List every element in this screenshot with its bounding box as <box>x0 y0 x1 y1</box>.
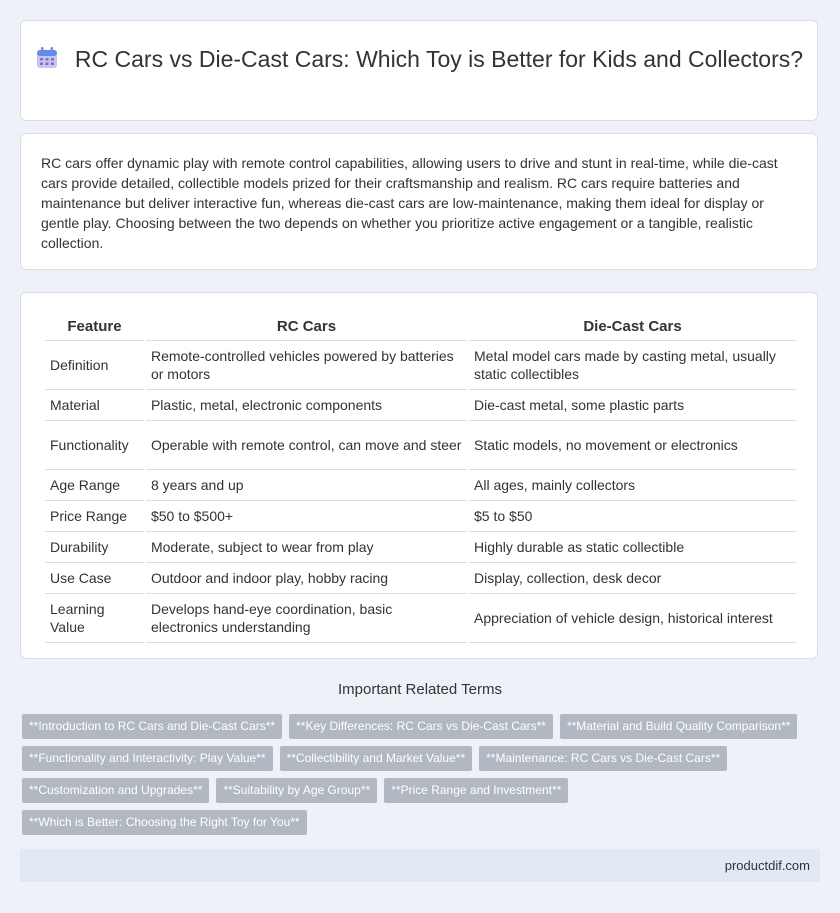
diecast-cell: Die-cast metal, some plastic parts <box>469 390 796 421</box>
rc-cell: Remote-controlled vehicles powered by batteries or motors <box>146 341 467 390</box>
related-terms-heading: Important Related Terms <box>338 681 502 698</box>
related-term-tag[interactable]: **Maintenance: RC Cars vs Die-Cast Cars** <box>479 746 727 771</box>
feature-cell: Price Range <box>45 501 144 532</box>
table-row <box>45 594 796 643</box>
comparison-card <box>20 292 818 659</box>
diecast-cell: Metal model cars made by casting metal, usually static collectibles <box>469 341 796 390</box>
comparison-table <box>43 313 798 643</box>
header-rc-cars: RC Cars <box>146 313 467 341</box>
rc-cell: Operable with remote control, can move and steer <box>146 421 467 470</box>
feature-cell: Definition <box>45 341 144 390</box>
diecast-cell: $5 to $50 <box>469 501 796 532</box>
footer-site-link[interactable]: productdif.com <box>724 858 810 873</box>
table-row <box>45 501 796 532</box>
related-term-tag[interactable]: **Material and Build Quality Comparison** <box>560 714 797 739</box>
table-row <box>45 390 796 421</box>
feature-cell: Material <box>45 390 144 421</box>
diecast-cell: All ages, mainly collectors <box>469 470 796 501</box>
related-term-tag[interactable]: **Price Range and Investment** <box>384 778 568 803</box>
intro-paragraph: RC cars offer dynamic play with remote control capabilities, allowing users to drive and stunt in real-time, while die-cast cars provide detailed, collectible models prized for their craftsmanship and realism. RC cars require batteries and maintenance but deliver interactive fun, whereas die-cast cars are low-maintenance, making them ideal for display or gentle play. Choosing between the two depends on whether you prioritize active engagement or a tangible, realistic collection. <box>41 155 778 251</box>
related-term-tag[interactable]: **Collectibility and Market Value** <box>280 746 473 771</box>
related-term-tag[interactable]: **Key Differences: RC Cars vs Die-Cast Cars** <box>289 714 553 739</box>
feature-cell: Use Case <box>45 563 144 594</box>
rc-cell: Outdoor and indoor play, hobby racing <box>146 563 467 594</box>
related-term-tag[interactable]: **Which is Better: Choosing the Right Toy for You** <box>22 810 307 835</box>
header-card <box>20 20 818 121</box>
related-term-tag[interactable]: **Introduction to RC Cars and Die-Cast Cars** <box>22 714 282 739</box>
table-row <box>45 532 796 563</box>
feature-cell: Durability <box>45 532 144 563</box>
header-feature: Feature <box>45 313 144 341</box>
diecast-cell: Static models, no movement or electronics <box>469 421 796 470</box>
page-title <box>21 45 817 77</box>
related-terms-list <box>22 714 802 842</box>
table-row <box>45 341 796 390</box>
diecast-cell: Appreciation of vehicle design, historical interest <box>469 594 796 643</box>
feature-cell: Age Range <box>45 470 144 501</box>
related-term-tag[interactable]: **Suitability by Age Group** <box>216 778 377 803</box>
related-term-tag[interactable]: **Functionality and Interactivity: Play Value** <box>22 746 273 771</box>
feature-cell: Learning Value <box>45 594 144 643</box>
diecast-cell: Highly durable as static collectible <box>469 532 796 563</box>
calendar-icon <box>35 46 59 77</box>
footer-bar <box>20 849 820 882</box>
intro-card <box>20 133 818 270</box>
page-title-text: RC Cars vs Die-Cast Cars: Which Toy is Better for Kids and Collectors? <box>74 46 804 72</box>
diecast-cell: Display, collection, desk decor <box>469 563 796 594</box>
header-die-cast-cars: Die-Cast Cars <box>469 313 796 341</box>
table-row <box>45 563 796 594</box>
table-header-row <box>45 313 796 341</box>
rc-cell: Plastic, metal, electronic components <box>146 390 467 421</box>
rc-cell: $50 to $500+ <box>146 501 467 532</box>
table-row <box>45 470 796 501</box>
rc-cell: Moderate, subject to wear from play <box>146 532 467 563</box>
related-term-tag[interactable]: **Customization and Upgrades** <box>22 778 209 803</box>
feature-cell: Functionality <box>45 421 144 470</box>
rc-cell: Develops hand-eye coordination, basic electronics understanding <box>146 594 467 643</box>
table-row <box>45 421 796 470</box>
rc-cell: 8 years and up <box>146 470 467 501</box>
